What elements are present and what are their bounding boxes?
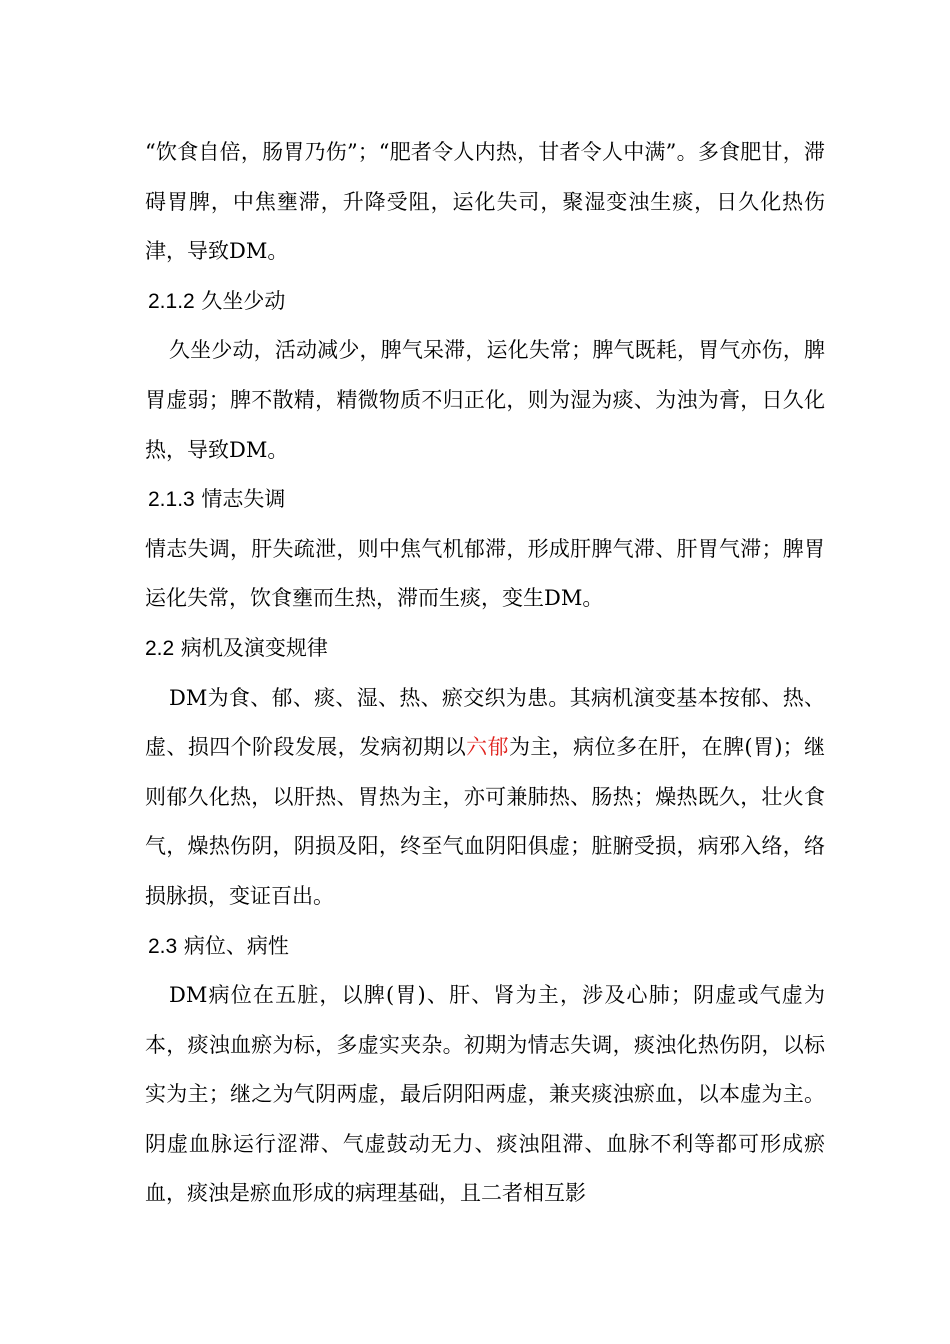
paragraph-diet-cause: “饮食自倍，肠胃乃伤”；“肥者令人内热，甘者令人中满”。多食肥甘，滞碍胃脾，中焦壅滞，升降受阻，运化失司，聚湿变浊生痰，日久化热伤津，导致DM。 [145, 140, 825, 264]
pathogenesis-text-after: 为主，病位多在肝，在脾(胃)；继则郁久化热，以肝热、胃热为主，亦可兼肺热、肠热；燥热既久，壮火食气，燥热伤阴，阴损及阳，终至气血阴阳俱虚；脏腑受损，病邪入络，络损脉损，变证百出。 [145, 735, 826, 908]
section-heading-2-1-3 [145, 475, 825, 525]
section-title: 久坐少动 [201, 288, 286, 313]
section-title: 病位、病性 [183, 933, 289, 958]
paragraph-pathogenesis [145, 674, 825, 922]
section-number: 2.3 [148, 934, 178, 958]
section-number: 2.2 [145, 636, 175, 660]
section-number: 2.1.3 [148, 488, 195, 512]
pathogenesis-text-before: DM为食、郁、痰、湿、热、瘀交织为患。其病机演变基本按郁、热、虚、损四个阶段发展，发病初期以 [145, 685, 825, 760]
highlighted-term: 六郁 [466, 735, 509, 760]
section-title: 病机及演变规律 [180, 635, 328, 660]
paragraph-sedentary: 久坐少动，活动减少，脾气呆滞，运化失常；脾气既耗，胃气亦伤，脾胃虚弱；脾不散精，精微物质不归正化，则为湿为痰、为浊为膏，日久化热，导致DM。 [145, 338, 825, 462]
document-body [145, 128, 825, 1219]
paragraph-emotional: 情志失调，肝失疏泄，则中焦气机郁滞，形成肝脾气滞、肝胃气滞；脾胃运化失常，饮食壅而生热，滞而生痰，变生DM。 [145, 536, 825, 611]
section-title: 情志失调 [201, 487, 286, 512]
section-heading-2-2 [145, 624, 825, 674]
paragraph-location-nature: DM病位在五脏，以脾(胃)、肝、肾为主，涉及心肺；阴虚或气虚为本，痰浊血瘀为标，多虚实夹杂。初期为情志失调，痰浊化热伤阴，以标实为主；继之为气阴两虚，最后阴阳两虚，兼夹痰浊瘀血，以本虚为主。阴虚血脉运行涩滞、气虚鼓动无力、痰浊阻滞、血脉不利等都可形成瘀血，痰浊是瘀血形成的病理基础，且二者相互影 [145, 983, 825, 1206]
section-heading-2-1-2 [145, 277, 825, 327]
section-heading-2-3 [145, 922, 825, 972]
section-number: 2.1.2 [148, 289, 195, 313]
